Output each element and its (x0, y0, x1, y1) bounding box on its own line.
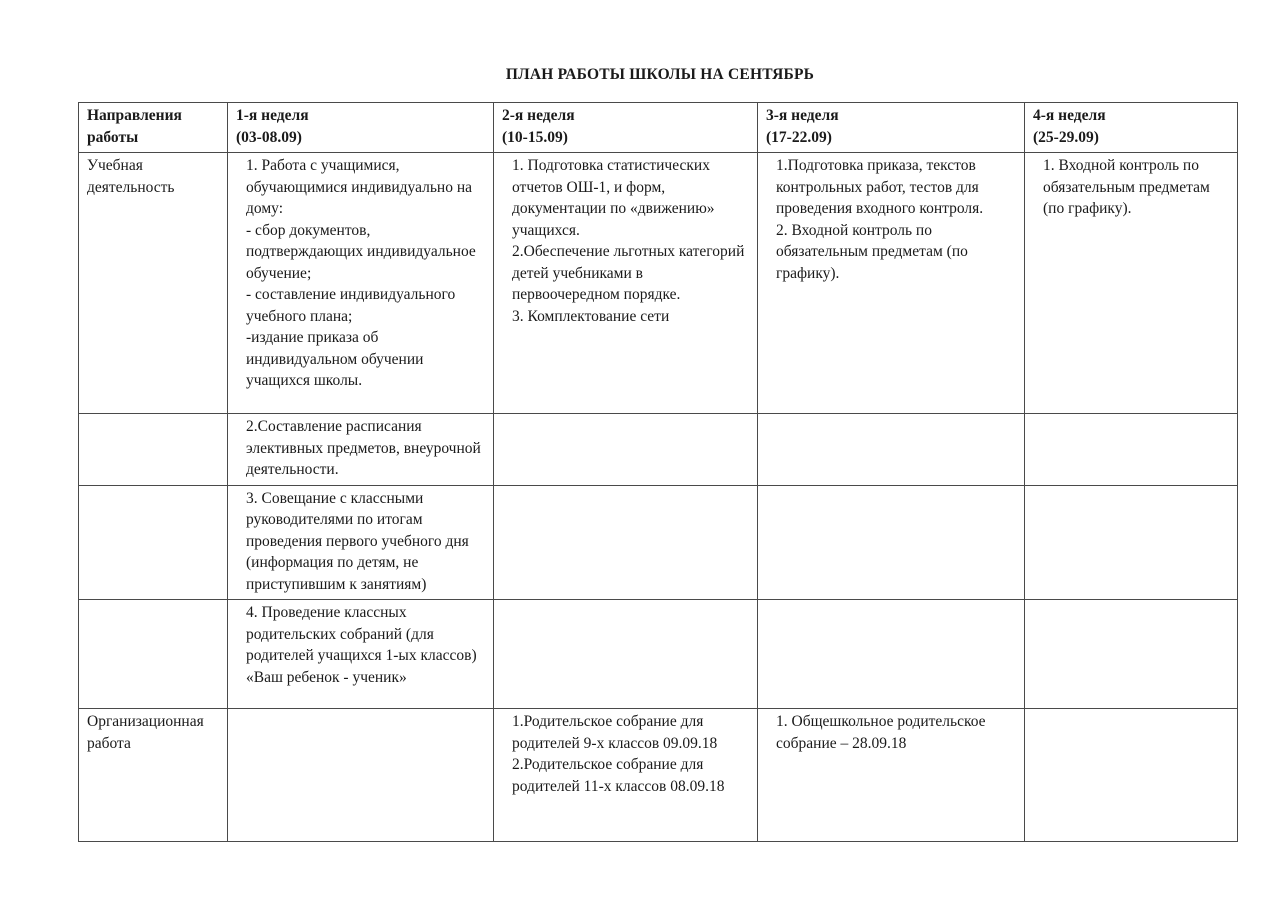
week-1-label: 1-я неделя (236, 107, 309, 124)
header-week-4 (1025, 103, 1238, 153)
cell-empty (758, 600, 1025, 709)
cell-empty (758, 485, 1025, 600)
table-row-org (79, 709, 1238, 842)
week-3-dates: (17-22.09) (766, 128, 832, 146)
cell-empty (494, 414, 758, 486)
week-4-label: 4-я неделя (1033, 107, 1106, 124)
cell-org-week-2 (494, 709, 758, 842)
study-w1-item-a: 1. Работа с учащимися, обучающимися индивидуально на дому: (246, 157, 472, 217)
study-w1-item-c: - составление индивидуального учебного плана; (246, 286, 456, 325)
page-title: ПЛАН РАБОТЫ ШКОЛЫ НА СЕНТЯБРЬ (505, 66, 815, 83)
cell-empty (1025, 485, 1238, 600)
cell-empty (1025, 600, 1238, 709)
study-w2-item-b: 2.Обеспечение льготных категорий детей учебниками в первоочередном порядке. (512, 243, 745, 303)
week-1-dates: (03-08.09) (236, 128, 302, 146)
study-w1-item-d: -издание приказа об индивидуальном обучении учащихся школы. (246, 329, 424, 389)
cell-empty (1025, 414, 1238, 486)
week-2-label: 2-я неделя (502, 107, 575, 124)
header-row (79, 103, 1238, 153)
header-direction: Направления работы (79, 103, 228, 153)
week-2-dates: (10-15.09) (502, 128, 568, 146)
row-label-study: Учебная деятельность (79, 153, 228, 414)
header-week-1 (228, 103, 494, 153)
week-3-label: 3-я неделя (766, 107, 839, 124)
cell-study-week-2 (494, 153, 758, 414)
row-label-empty (79, 485, 228, 600)
row-label-empty (79, 600, 228, 709)
week-4-dates: (25-29.09) (1033, 128, 1099, 146)
cell-empty (1025, 709, 1238, 842)
table-row-study-4 (79, 600, 1238, 709)
cell-empty (758, 414, 1025, 486)
study-w4-item-a: 1. Входной контроль по обязательным предметам (по графику). (1043, 157, 1210, 217)
cell-study-week-1 (228, 153, 494, 414)
table-row-study-3 (79, 485, 1238, 600)
study-w3-item-a: 1.Подготовка приказа, текстов контрольных работ, тестов для проведения входного контроля. (776, 157, 984, 217)
cell-study3-week-1: 3. Совещание с классными руководителями по итогам проведения первого учебного дня (информация по детям, не приступившим к занятиям) (228, 485, 494, 600)
plan-table (78, 102, 1238, 842)
cell-study4-week-1: 4. Проведение классных родительских собраний (для родителей учащихся 1-ых классов) «Ваш ребенок - ученик» (228, 600, 494, 709)
org-w3-item-a: 1. Общешкольное родительское собрание – 28.09.18 (776, 713, 986, 752)
study-w3-item-b: 2. Входной контроль по обязательным предметам (по графику). (776, 221, 968, 282)
cell-empty (494, 600, 758, 709)
study-w1-item-b: - сбор документов, подтверждающих индивидуальное обучение; (246, 221, 476, 282)
cell-org-week-3 (758, 709, 1025, 842)
table-row-study-2 (79, 414, 1238, 486)
org-w2-item-b: 2.Родительское собрание для родителей 11-х классов 08.09.18 (512, 756, 725, 795)
study-w2-item-c: 3. Комплектование сети (512, 307, 670, 325)
header-week-2 (494, 103, 758, 153)
cell-study-week-4 (1025, 153, 1238, 414)
study-w2-item-a: 1. Подготовка статистических отчетов ОШ-1, и форм, документации по «движению» учащихся. (512, 157, 715, 239)
row-label-org: Организационная работа (79, 709, 228, 842)
org-w2-item-a: 1.Родительское собрание для родителей 9-х классов 09.09.18 (512, 713, 718, 752)
cell-empty (228, 709, 494, 842)
cell-study-week-3 (758, 153, 1025, 414)
header-week-3 (758, 103, 1025, 153)
row-label-empty (79, 414, 228, 486)
cell-empty (494, 485, 758, 600)
table-row-study (79, 153, 1238, 414)
cell-study2-week-1: 2.Составление расписания элективных предметов, внеурочной деятельности. (228, 414, 494, 486)
